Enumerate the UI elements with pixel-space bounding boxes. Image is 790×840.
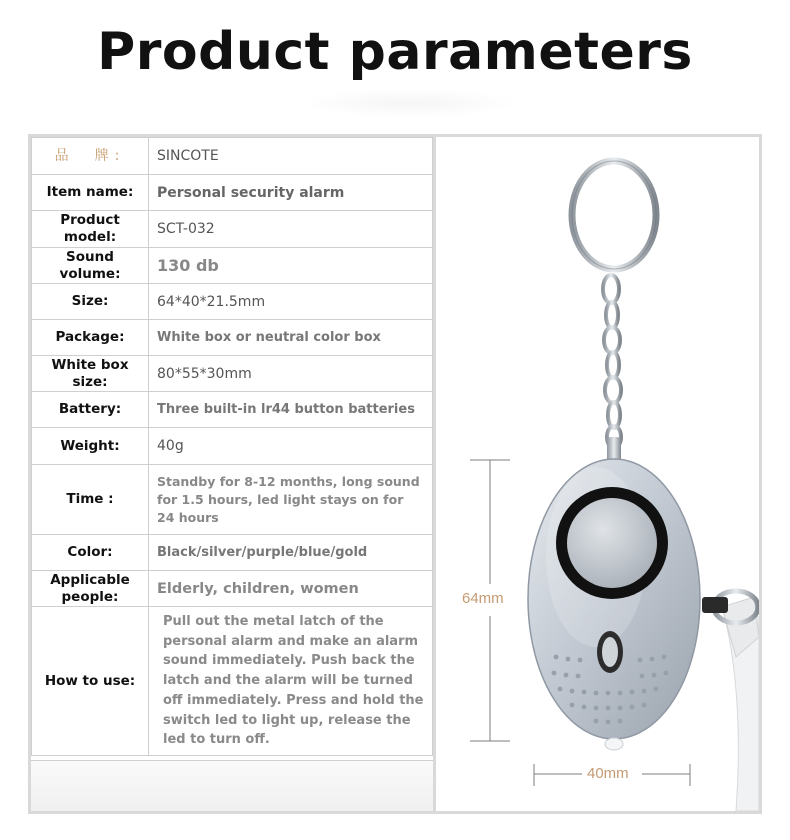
row-label-how-to-use: How to use: — [32, 607, 149, 756]
table-row — [32, 428, 433, 465]
row-value-battery: Three built-in lr44 button batteries — [149, 392, 433, 428]
table-row — [32, 320, 433, 356]
row-label-applicable-people: Applicable people: — [32, 571, 149, 607]
row-value-sound-volume: 130 db — [149, 248, 433, 284]
row-value-how-to-use: Pull out the metal latch of the personal alarm and make an alarm sound immediately. Push back the latch and the alarm will be turned off immediately. Press and hold the switch led to light up, release the led to turn off. — [149, 607, 433, 756]
row-label-weight: Weight: — [32, 428, 149, 465]
table-row — [32, 535, 433, 571]
row-value-white-box-size: 80*55*30mm — [149, 356, 433, 392]
row-label-battery: Battery: — [32, 392, 149, 428]
parameters-table — [31, 137, 433, 756]
table-row — [32, 211, 433, 248]
row-label-package: Package: — [32, 320, 149, 356]
alarm-keychain-illustration — [436, 137, 759, 811]
height-dimension-label: 64mm — [462, 590, 504, 607]
table-row — [32, 571, 433, 607]
row-value-item-name: Personal security alarm — [149, 175, 433, 211]
row-value-product-model: SCT-032 — [149, 211, 433, 248]
page-title: Product parameters — [97, 22, 693, 82]
row-value-time: Standby for 8-12 months, long sound for 1.5 hours, led light stays on for 24 hours — [149, 465, 433, 535]
title-shadow-decoration — [300, 88, 520, 118]
chain — [603, 275, 621, 448]
speaker-icon — [567, 498, 657, 588]
table-row — [32, 607, 433, 756]
row-label-size: Size: — [32, 284, 149, 320]
latch-pin — [702, 597, 728, 613]
row-value-color: Black/silver/purple/blue/gold — [149, 535, 433, 571]
row-label-brand: 品 牌: — [32, 138, 149, 175]
row-label-product-model: Product model: — [32, 211, 149, 248]
row-label-white-box-size: White box size: — [32, 356, 149, 392]
table-row — [32, 356, 433, 392]
row-value-brand: SINCOTE — [149, 138, 433, 175]
row-label-sound-volume: Sound volume: — [32, 248, 149, 284]
table-footer-blank — [31, 760, 433, 811]
row-value-package: White box or neutral color box — [149, 320, 433, 356]
table-row — [32, 465, 433, 535]
row-value-weight: 40g — [149, 428, 433, 465]
table-row — [32, 392, 433, 428]
row-label-item-name: Item name: — [32, 175, 149, 211]
width-dimension-label: 40mm — [587, 765, 629, 782]
table-row — [32, 175, 433, 211]
row-value-applicable-people: Elderly, children, women — [149, 571, 433, 607]
table-row — [32, 284, 433, 320]
product-photo — [436, 137, 759, 811]
row-value-size: 64*40*21.5mm — [149, 284, 433, 320]
table-row — [32, 138, 433, 175]
row-label-time: Time : — [32, 465, 149, 535]
row-label-color: Color: — [32, 535, 149, 571]
table-row — [32, 248, 433, 284]
